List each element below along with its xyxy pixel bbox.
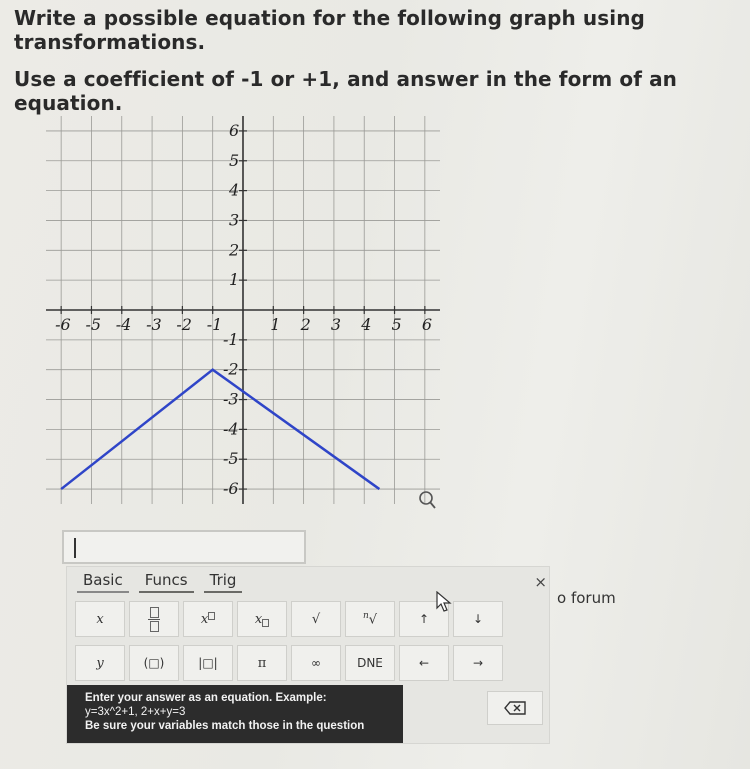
key-x[interactable]: x — [75, 601, 125, 637]
key-subscript[interactable] — [237, 601, 287, 637]
x-tick-label: -5 — [85, 315, 102, 334]
x-tick-label: 3 — [330, 315, 342, 334]
hint-line-3: Be sure your variables match those in the question — [85, 720, 365, 732]
tab-funcs[interactable]: Funcs — [139, 569, 194, 593]
text-caret — [74, 538, 76, 558]
y-tick-label: -4 — [223, 419, 239, 439]
y-tick-label: -3 — [223, 389, 239, 409]
fraction-icon — [148, 607, 160, 632]
x-tick-label: 4 — [361, 315, 372, 334]
x-tick-label: -2 — [176, 315, 192, 334]
y-tick-label: 3 — [229, 210, 240, 230]
question-line-2: Use a coefficient of -1 or +1, and answer in the form of an equation. — [14, 67, 678, 115]
key-up[interactable]: ↑ — [399, 601, 449, 637]
key-absolute-value[interactable]: |□| — [183, 645, 233, 681]
close-icon[interactable]: × — [534, 573, 547, 591]
x-tick-label: -6 — [55, 315, 71, 334]
mouse-cursor-icon — [436, 591, 452, 613]
y-tick-label: -5 — [223, 449, 239, 469]
x-tick-label: 2 — [300, 315, 311, 334]
subscript-icon: x — [255, 612, 269, 627]
backspace-icon — [504, 701, 526, 715]
y-tick-label: -6 — [223, 479, 239, 499]
y-tick-label: -1 — [223, 329, 239, 349]
question-line-1: Write a possible equation for the following graph using transformations. — [14, 6, 645, 54]
key-left[interactable]: ← — [399, 645, 449, 681]
key-y[interactable]: y — [75, 645, 125, 681]
key-pi[interactable]: π — [237, 645, 287, 681]
power-icon: x — [201, 612, 215, 627]
forum-link[interactable]: o forum — [557, 589, 616, 607]
x-tick-label: -1 — [206, 315, 223, 334]
backspace-button[interactable] — [487, 691, 543, 725]
x-tick-label: 6 — [421, 315, 433, 334]
y-tick-label: -2 — [223, 359, 239, 379]
x-tick-label: 1 — [270, 315, 281, 334]
tab-trig[interactable]: Trig — [204, 569, 243, 593]
hint-line-1: Enter your answer as an equation. Example: — [85, 692, 327, 704]
key-nth-root[interactable] — [345, 601, 395, 637]
key-down[interactable]: ↓ — [453, 601, 503, 637]
nth-root-icon: $^n$√ — [362, 610, 378, 628]
axes — [46, 116, 440, 504]
keyboard-tabs — [77, 569, 242, 593]
hint-line-2: y=3x^2+1, 2+x+y=3 — [85, 706, 186, 718]
answer-hint — [67, 685, 403, 743]
y-tick-label: 1 — [229, 270, 240, 290]
tab-basic[interactable]: Basic — [77, 569, 129, 593]
x-tick-label: -4 — [115, 315, 132, 334]
y-tick-label: 5 — [229, 150, 240, 170]
key-right[interactable]: → — [453, 645, 503, 681]
y-tick-label: 6 — [229, 120, 240, 140]
answer-input[interactable] — [62, 530, 306, 564]
key-row-2 — [75, 645, 503, 681]
key-parentheses[interactable]: (□) — [129, 645, 179, 681]
key-fraction[interactable] — [129, 601, 179, 637]
math-keyboard — [66, 566, 550, 744]
key-power[interactable] — [183, 601, 233, 637]
x-tick-label: 5 — [391, 315, 402, 334]
x-tick-label: -3 — [146, 315, 162, 334]
search-icon[interactable] — [420, 492, 435, 508]
key-sqrt[interactable]: √ — [291, 601, 341, 637]
key-infinity[interactable]: ∞ — [291, 645, 341, 681]
y-tick-label: 2 — [229, 240, 240, 260]
y-tick-label: 4 — [229, 180, 240, 200]
key-dne[interactable]: DNE — [345, 645, 395, 681]
